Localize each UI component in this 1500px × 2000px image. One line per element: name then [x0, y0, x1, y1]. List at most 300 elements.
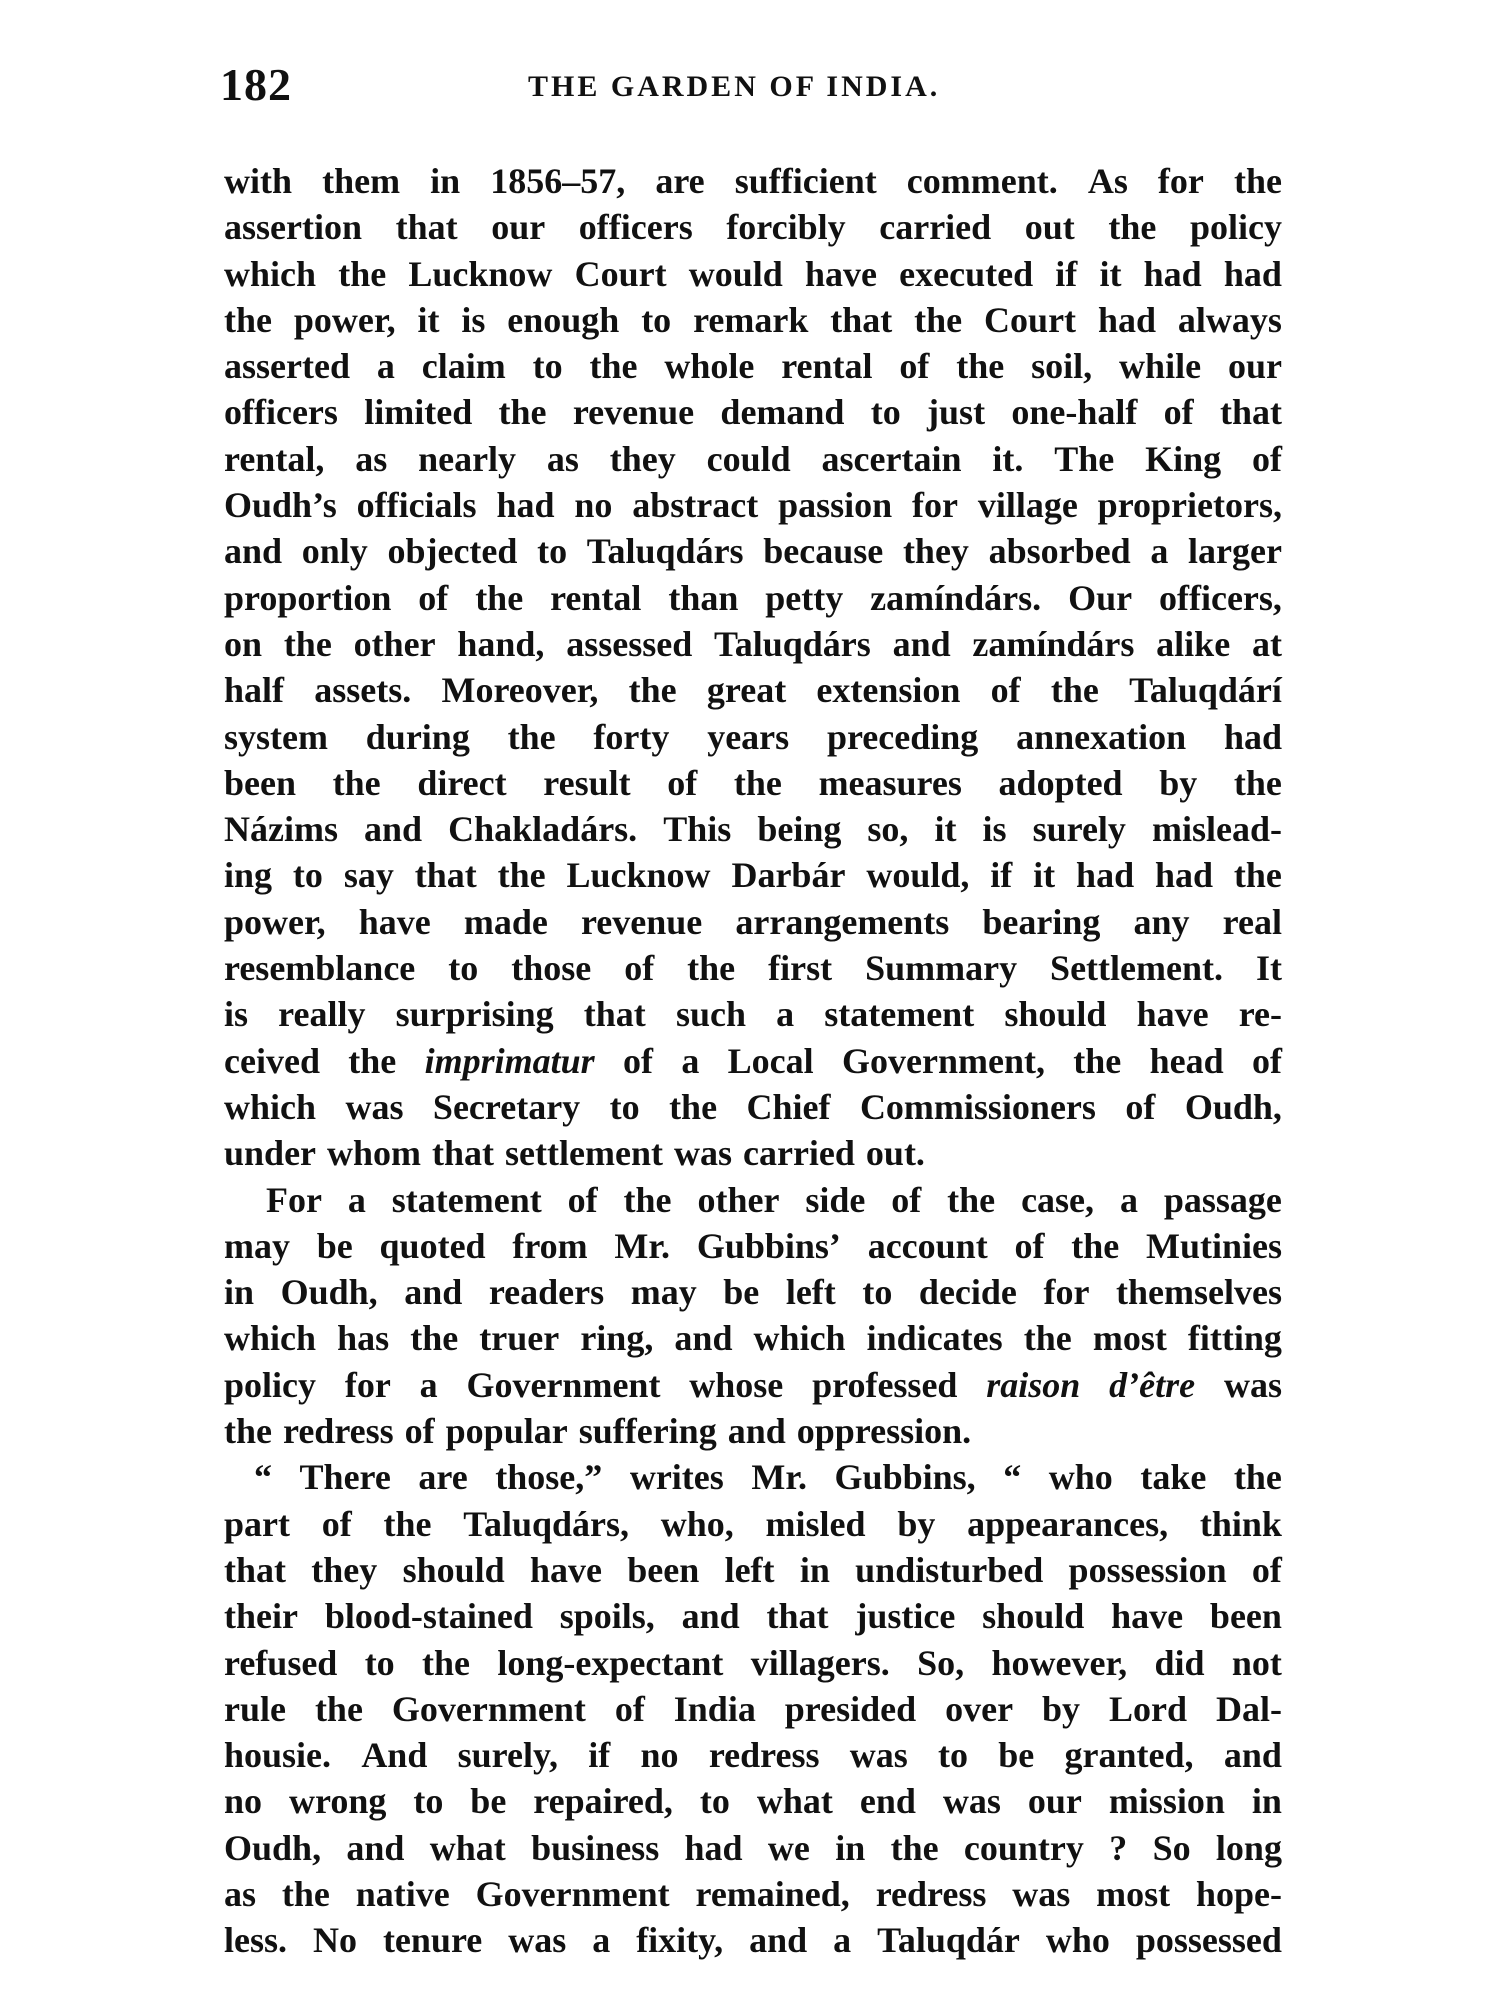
word: Government: [391, 1688, 586, 1729]
word: by: [1042, 1688, 1081, 1729]
word: so,: [867, 809, 909, 850]
word: been: [224, 762, 296, 803]
word: our: [1027, 1781, 1082, 1822]
word: of: [404, 1411, 435, 1452]
text-line: [224, 1362, 1282, 1408]
word: Chief: [746, 1086, 831, 1127]
text-line: [224, 1084, 1282, 1130]
word: popular: [445, 1411, 568, 1452]
word: system: [224, 716, 328, 757]
word: in: [430, 161, 461, 201]
word: power,: [224, 901, 326, 942]
word: a: [681, 1040, 700, 1081]
word: for: [344, 1364, 391, 1405]
word: as: [355, 438, 388, 479]
word: a: [419, 1364, 438, 1405]
word: of: [667, 762, 698, 803]
word: which: [224, 1318, 317, 1359]
word: end: [859, 1781, 916, 1822]
word: the: [498, 392, 547, 433]
word: a: [1150, 531, 1169, 572]
word: to: [537, 531, 568, 572]
word: of: [1251, 1549, 1282, 1590]
word: the: [1233, 855, 1282, 896]
word: alike: [1156, 623, 1231, 664]
word: the: [669, 1086, 718, 1127]
word: are: [655, 161, 705, 201]
word: for: [1043, 1272, 1090, 1313]
word: should: [982, 1596, 1085, 1637]
word: King: [1145, 438, 1222, 479]
word: left: [785, 1272, 836, 1313]
text-line: [224, 1686, 1282, 1732]
word: the: [1023, 1318, 1072, 1359]
text-line: [224, 1130, 1282, 1176]
word: for: [1157, 161, 1204, 201]
word: officials: [356, 485, 477, 526]
word: who: [1045, 1920, 1110, 1961]
word: blood-stained: [324, 1596, 533, 1637]
word: by: [897, 1503, 936, 1544]
word: that: [1219, 392, 1282, 433]
word: with: [224, 161, 293, 201]
word: are: [418, 1457, 468, 1498]
word: limited: [364, 392, 473, 433]
word: Oudh’s: [224, 485, 337, 526]
word: them: [322, 161, 401, 201]
word: Chakladárs.: [448, 809, 638, 850]
word: absorbed: [988, 531, 1131, 572]
word: and: [892, 623, 951, 664]
word: Government: [466, 1364, 661, 1405]
word: was: [942, 1781, 1001, 1822]
word: officers,: [1158, 577, 1282, 618]
word: any: [1133, 901, 1190, 942]
word: for: [912, 485, 958, 526]
word: fitting: [1187, 1318, 1282, 1359]
word: of: [418, 577, 449, 618]
word: be: [470, 1781, 507, 1822]
word: presided: [784, 1688, 917, 1729]
word: was: [849, 1735, 908, 1776]
word: professed: [812, 1364, 958, 1405]
word: the: [332, 762, 381, 803]
word: policy: [1189, 207, 1282, 248]
word: raison: [986, 1364, 1081, 1405]
word: proprietors,: [1097, 485, 1282, 526]
word: while: [1119, 346, 1202, 387]
word: It: [1255, 948, 1282, 989]
word: redress: [283, 1411, 394, 1452]
word: granted,: [1064, 1735, 1194, 1776]
word: the: [507, 716, 556, 757]
word: the: [1071, 1225, 1120, 1266]
word: and: [224, 531, 283, 572]
text-line: [224, 1871, 1282, 1917]
text-line: [224, 1593, 1282, 1639]
word: not: [1231, 1642, 1282, 1683]
text-line: [224, 1038, 1282, 1084]
word: the: [733, 762, 782, 803]
word: extension: [816, 670, 961, 711]
word: possession: [1068, 1549, 1227, 1590]
word: side: [805, 1179, 866, 1220]
word: of: [1163, 392, 1194, 433]
word: No: [312, 1920, 357, 1961]
word: is: [224, 994, 249, 1035]
word: our: [1227, 346, 1282, 387]
word: misled: [765, 1503, 866, 1544]
word: account: [867, 1225, 988, 1266]
word: revenue: [572, 392, 695, 433]
word: always: [1177, 299, 1282, 340]
word: repaired,: [533, 1781, 673, 1822]
word: over: [945, 1688, 1014, 1729]
word: Commissioners: [859, 1086, 1096, 1127]
word: what: [429, 1827, 506, 1868]
word: of: [1251, 1040, 1282, 1081]
word: who,: [660, 1503, 734, 1544]
word: petty: [765, 577, 844, 618]
word: a: [376, 346, 395, 387]
word: undisturbed: [855, 1549, 1044, 1590]
word: Secretary: [432, 1086, 581, 1127]
word: rental,: [224, 438, 325, 479]
word: from: [512, 1225, 588, 1266]
word: by: [1159, 762, 1198, 803]
word: result: [543, 762, 631, 803]
word: larger: [1188, 531, 1282, 572]
word: Court: [574, 253, 667, 294]
word: Local: [727, 1040, 814, 1081]
word: demand: [720, 392, 845, 433]
word: it: [934, 809, 957, 850]
word: d’être: [1109, 1364, 1196, 1405]
word: to: [413, 1781, 444, 1822]
word: imprimatur: [424, 1040, 595, 1081]
word: of: [1251, 438, 1282, 479]
word: There: [299, 1457, 391, 1498]
word: one-half: [1011, 392, 1138, 433]
text-line: [224, 1454, 1282, 1500]
word: abstract: [632, 485, 759, 526]
word: that: [766, 1596, 829, 1637]
word: they: [311, 1549, 378, 1590]
word: claim: [421, 346, 506, 387]
word: is: [982, 809, 1007, 850]
word: tenure: [382, 1920, 483, 1961]
word: the: [348, 1040, 397, 1081]
word: their: [224, 1596, 298, 1637]
word: the: [890, 1827, 939, 1868]
word: business: [531, 1827, 660, 1868]
word: half: [224, 670, 285, 711]
word: to: [641, 299, 672, 340]
word: had: [496, 485, 555, 526]
word: policy: [224, 1364, 317, 1405]
word: and: [727, 1411, 786, 1452]
word: of: [567, 1179, 598, 1220]
word: have: [529, 1549, 602, 1590]
word: the: [914, 299, 963, 340]
word: other: [697, 1179, 780, 1220]
word: if: [990, 855, 1013, 896]
word: the: [956, 346, 1005, 387]
text-line: [224, 1547, 1282, 1593]
word: Summary: [865, 948, 1018, 989]
word: a: [833, 1920, 852, 1961]
word: sufficient: [734, 161, 877, 201]
word: country: [963, 1827, 1084, 1868]
word: been: [627, 1549, 700, 1590]
word: And: [361, 1735, 428, 1776]
word: Oudh,: [224, 1827, 322, 1868]
text-line: [224, 1269, 1282, 1315]
word: have: [1111, 1596, 1184, 1637]
word: Taluqdárs: [586, 531, 744, 572]
word: For: [266, 1179, 322, 1220]
word: the: [1108, 207, 1157, 248]
word: So: [1152, 1827, 1191, 1868]
word: the: [224, 299, 272, 340]
word: that: [432, 1133, 495, 1174]
word: the: [947, 1179, 996, 1220]
text-line: [224, 343, 1282, 389]
word: The: [1054, 438, 1115, 479]
word: that: [414, 855, 477, 896]
word: would,: [866, 855, 970, 896]
word: which: [224, 253, 317, 294]
word: the: [422, 1642, 471, 1683]
text-line: [224, 760, 1282, 806]
word: revenue: [580, 901, 703, 942]
word: and: [681, 1596, 740, 1637]
word: of: [891, 1179, 922, 1220]
word: as: [224, 1873, 257, 1914]
word: whole: [664, 346, 755, 387]
word: indicates: [866, 1318, 1003, 1359]
word: have: [805, 253, 877, 294]
word: the: [224, 1411, 272, 1452]
word: wrong: [289, 1781, 387, 1822]
word: at: [1251, 623, 1282, 664]
text-line: [224, 436, 1282, 482]
word: of: [990, 670, 1021, 711]
word: annexation: [1016, 716, 1187, 757]
word: fixity,: [636, 1920, 724, 1961]
word: to: [699, 1781, 730, 1822]
word: be: [998, 1735, 1035, 1776]
word: rental: [550, 577, 642, 618]
text-line: [224, 899, 1282, 945]
word: a: [776, 994, 795, 1035]
word: Settlement.: [1050, 948, 1223, 989]
word: no: [574, 485, 613, 526]
word: assessed: [566, 623, 693, 664]
text-line: [224, 1732, 1282, 1778]
word: case,: [1021, 1179, 1095, 1220]
word: housie.: [224, 1735, 332, 1776]
word: adopted: [998, 762, 1123, 803]
word: did: [1154, 1642, 1205, 1683]
word: had: [1223, 253, 1282, 294]
word: the: [314, 1688, 363, 1729]
word: justice: [855, 1596, 956, 1637]
word: the: [383, 1503, 432, 1544]
word: left: [724, 1549, 775, 1590]
word: Our: [1068, 577, 1133, 618]
word: was: [345, 1086, 404, 1127]
word: it.: [992, 438, 1024, 479]
word: Taluqdárí: [1129, 670, 1282, 711]
word: in: [1251, 1781, 1282, 1822]
word: redress: [708, 1735, 820, 1776]
word: have: [358, 901, 431, 942]
word: rule: [224, 1688, 286, 1729]
word: only: [301, 531, 368, 572]
word: in: [835, 1827, 866, 1868]
word: arrangements: [735, 901, 950, 942]
word: of: [614, 1688, 645, 1729]
word: village: [977, 485, 1078, 526]
word: than: [668, 577, 739, 618]
word: they: [609, 438, 676, 479]
word: that: [830, 299, 893, 340]
word: what: [756, 1781, 833, 1822]
word: have: [1136, 994, 1209, 1035]
word: to: [609, 1086, 640, 1127]
word: 1856–57,: [490, 161, 626, 201]
text-line: [224, 1778, 1282, 1824]
word: This: [663, 809, 732, 850]
word: Lucknow: [408, 253, 553, 294]
word: in: [799, 1549, 830, 1590]
text-line: [224, 852, 1282, 898]
word: Gubbins,: [834, 1457, 976, 1498]
word: Lord: [1109, 1688, 1188, 1729]
word: and: [404, 1272, 463, 1313]
word: Mutinies: [1145, 1225, 1282, 1266]
word: of: [1125, 1086, 1156, 1127]
word: such: [675, 994, 746, 1035]
word: the: [475, 577, 524, 618]
word: to: [364, 1642, 395, 1683]
word: a: [1119, 1179, 1138, 1220]
word: our: [491, 207, 546, 248]
word: and: [674, 1318, 733, 1359]
word: truer: [479, 1318, 560, 1359]
word: Gubbins’: [696, 1225, 841, 1266]
word: objected: [387, 531, 518, 572]
word: Court: [984, 299, 1077, 340]
word: out: [1024, 207, 1075, 248]
word: was: [508, 1920, 567, 1961]
word: just: [927, 392, 986, 433]
word: out.: [865, 1133, 925, 1174]
text-line: [224, 297, 1282, 343]
text-line: [224, 158, 1282, 204]
word: the: [338, 253, 387, 294]
text-line: [224, 1223, 1282, 1269]
word: in: [224, 1272, 255, 1313]
word: less.: [224, 1920, 287, 1961]
word: we: [767, 1827, 810, 1868]
word: ceived: [224, 1040, 320, 1081]
word: real: [1222, 901, 1282, 942]
word: who: [1048, 1457, 1113, 1498]
word: years: [707, 716, 790, 757]
word: As: [1087, 161, 1128, 201]
word: during: [365, 716, 470, 757]
word: being: [757, 809, 842, 850]
word: take: [1140, 1457, 1207, 1498]
word: on: [224, 623, 263, 664]
word: hand,: [457, 623, 545, 664]
word: may: [224, 1225, 290, 1266]
word: assertion: [224, 207, 362, 248]
word: no: [224, 1781, 263, 1822]
text-line: [224, 1825, 1282, 1871]
word: had: [1223, 716, 1282, 757]
word: rental: [781, 346, 873, 387]
word: part: [224, 1503, 290, 1544]
word: to: [532, 346, 563, 387]
text-line: [224, 1501, 1282, 1547]
text-line: [224, 251, 1282, 297]
word: and: [364, 809, 423, 850]
word: the: [589, 346, 638, 387]
text-line: [224, 1917, 1282, 1963]
word: the: [410, 1318, 459, 1359]
word: passion: [778, 485, 893, 526]
word: long-expectant: [497, 1642, 724, 1683]
word: had: [1143, 253, 1202, 294]
word: surely: [1032, 809, 1126, 850]
word: villagers.: [750, 1642, 890, 1683]
word: of: [899, 346, 930, 387]
word: oppression.: [796, 1411, 972, 1452]
word: which: [753, 1318, 846, 1359]
word: could: [706, 438, 791, 479]
word: to: [938, 1735, 969, 1776]
word: bearing: [982, 901, 1101, 942]
word: asserted: [224, 346, 350, 387]
word: the: [1073, 1040, 1122, 1081]
word: remark: [693, 299, 809, 340]
word: themselves: [1116, 1272, 1282, 1313]
word: head: [1149, 1040, 1224, 1081]
word: of: [623, 1040, 654, 1081]
word: passage: [1163, 1179, 1282, 1220]
word: had: [1097, 299, 1156, 340]
word: whom: [327, 1133, 422, 1174]
word: Taluqdárs,: [463, 1503, 630, 1544]
word: it: [1033, 855, 1056, 896]
word: Oudh,: [1184, 1086, 1282, 1127]
word: say: [343, 855, 394, 896]
word: and: [1223, 1735, 1282, 1776]
word: most: [1092, 1318, 1167, 1359]
text-line: [224, 528, 1282, 574]
word: think: [1199, 1503, 1282, 1544]
word: forcibly: [726, 207, 846, 248]
word: and: [346, 1827, 405, 1868]
word: Moreover,: [441, 670, 599, 711]
word: Darbár: [731, 855, 846, 896]
word: had: [684, 1827, 743, 1868]
word: had: [1076, 855, 1135, 896]
text-line: [224, 204, 1282, 250]
